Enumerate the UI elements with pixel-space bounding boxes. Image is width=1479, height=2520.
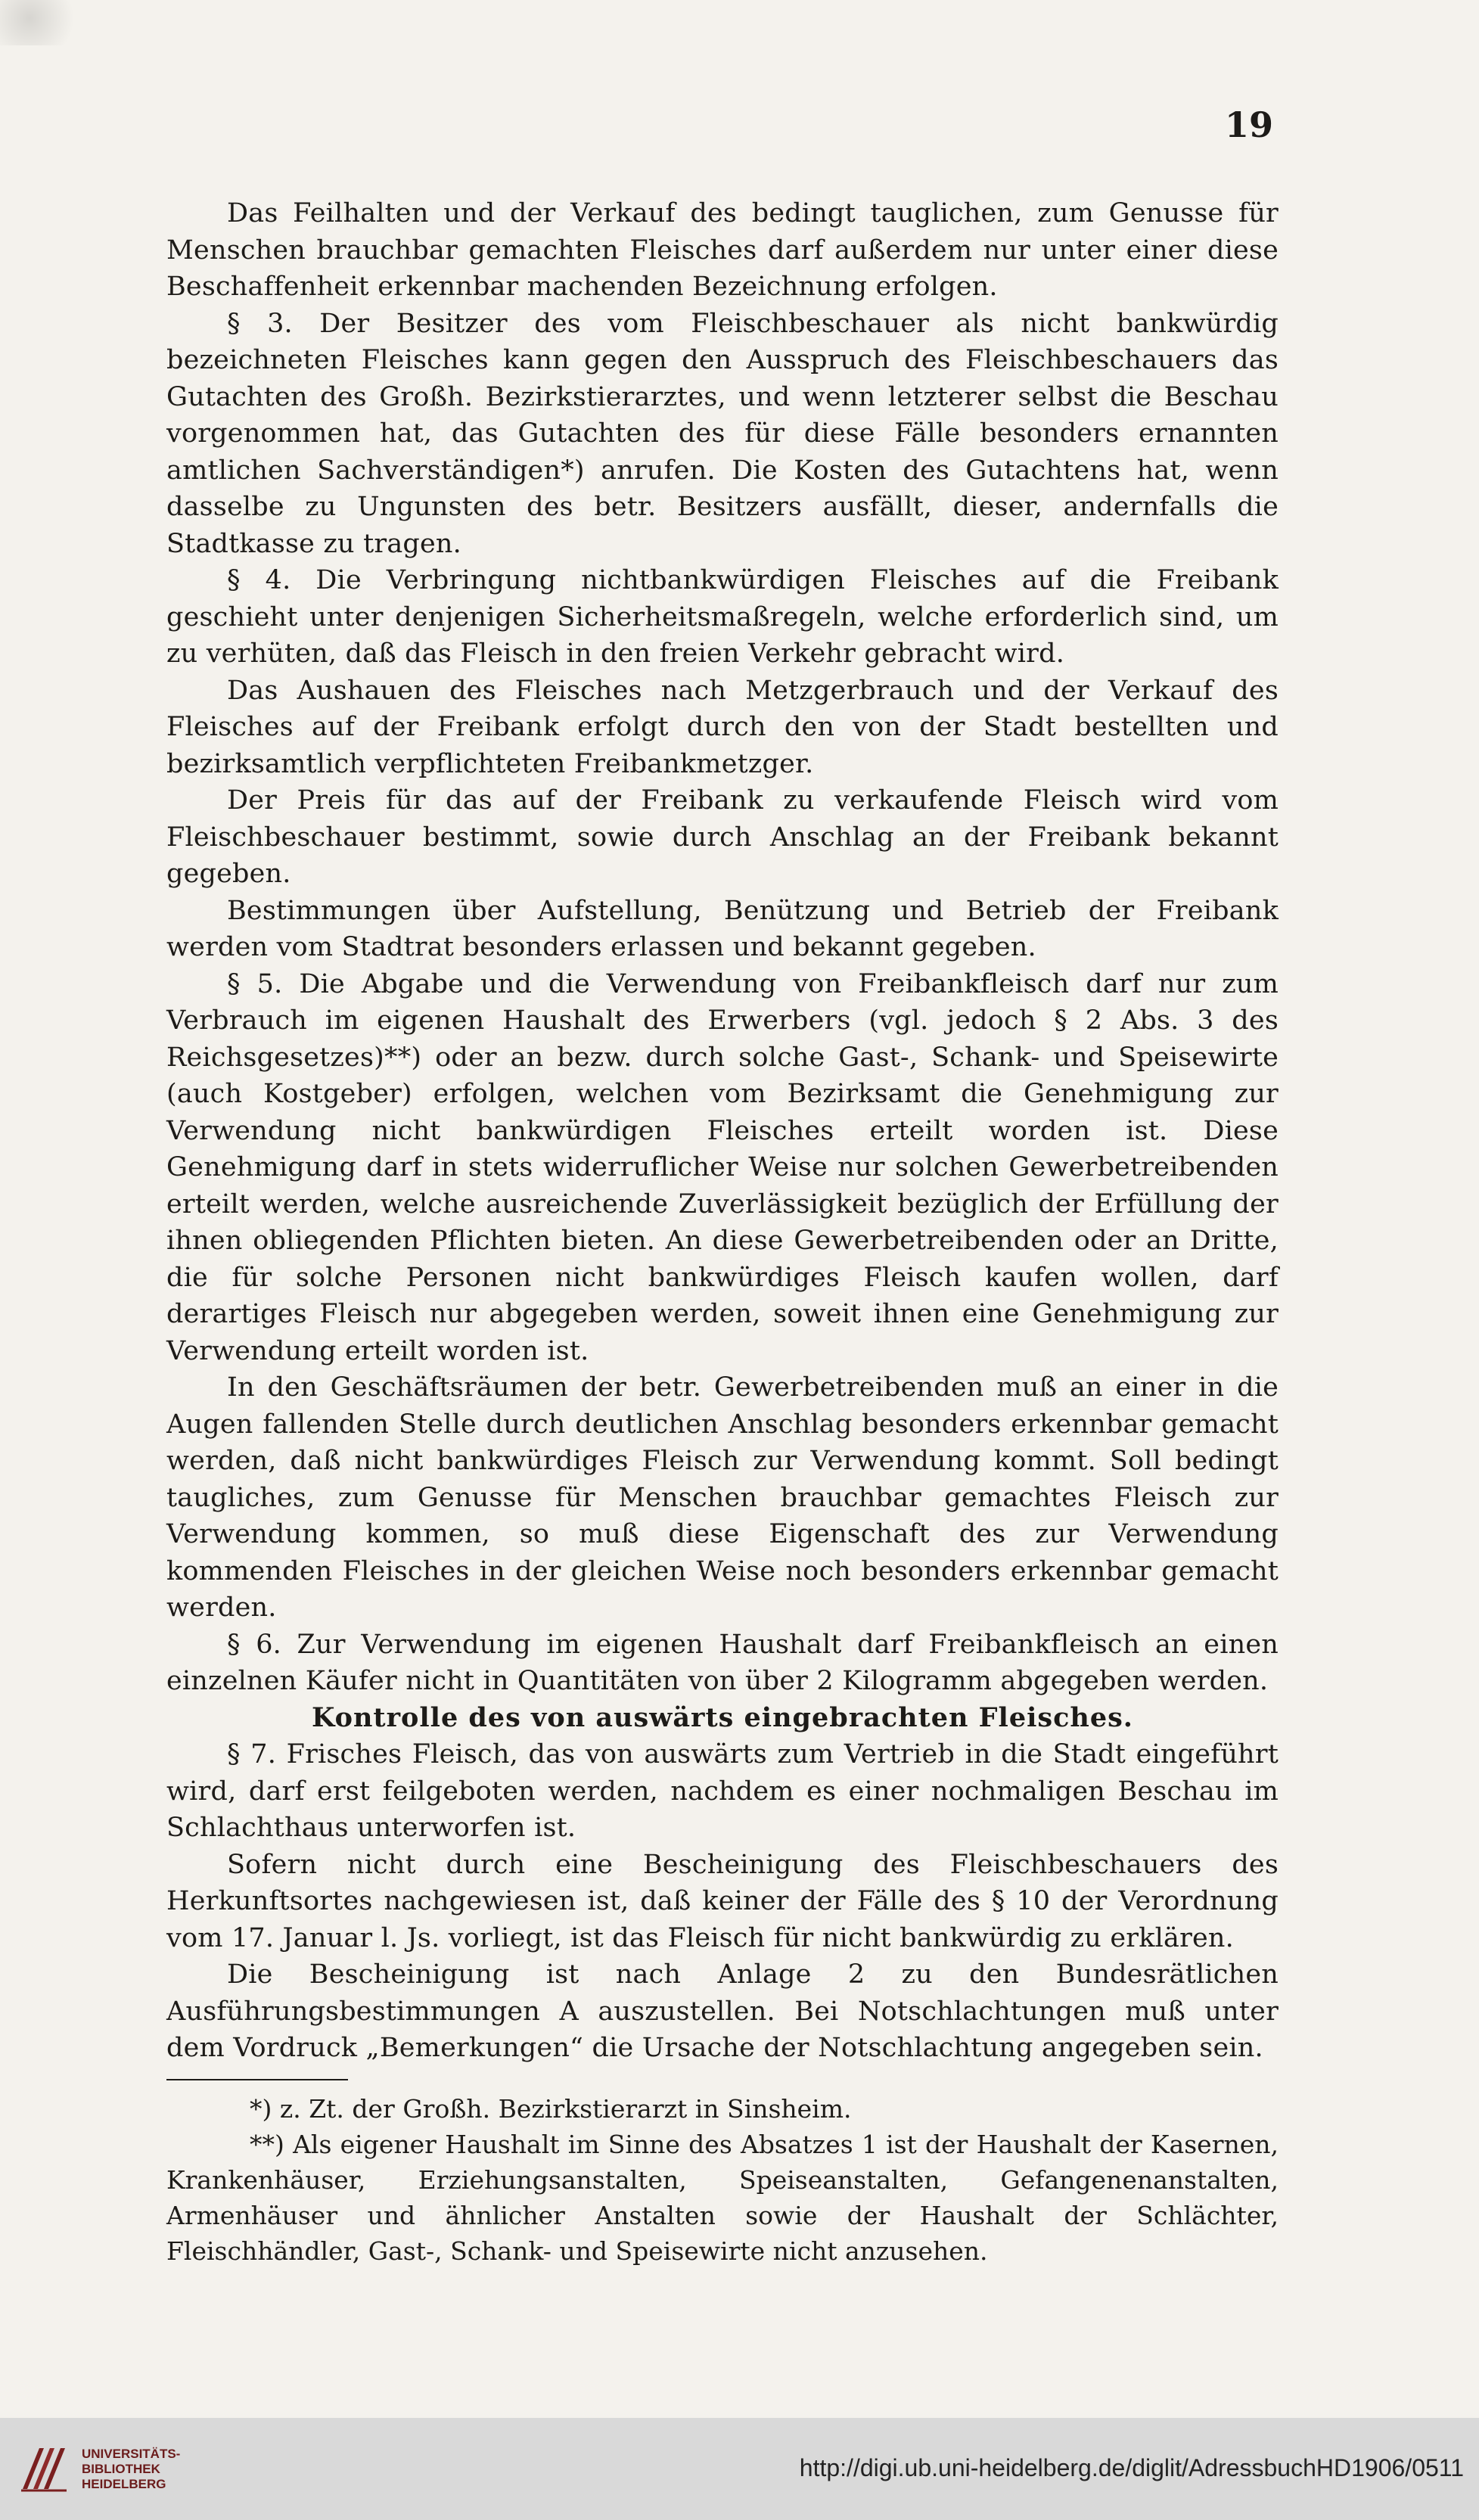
- library-name-line3: HEIDELBERG: [82, 2477, 166, 2491]
- section-heading: Kontrolle des von auswärts eingebrachten Fleisches.: [311, 1701, 1133, 1733]
- paragraph-section-5: § 5. Die Abgabe und die Verwendung von Freibankfleisch darf nur zum Verbrauch im eigenen Haushalt des Erwerbers (vgl. jedoch § 2 Abs. 3 des Reichsgesetzes)**) oder an bezw. durch solche Gast-, Schank- und Speisewirte (auch Kostgeber) erfolgen, welchen vom Bezirksamt die Genehmigung zur Verwendung nicht bankwürdigen Fleisches erteilt worden ist. Diese Genehmigung darf in stets widerruflicher Weise nur solchen Gewerbetreibenden erteilt werden, welche ausreichende Zuverlässigkeit bezüglich der Erfüllung der ihnen obliegenden Pflichten bieten. An diese Gewerbetreibenden oder an Dritte, die für solche Personen nicht bankwürdiges Fleisch kaufen wollen, darf derartiges Fleisch nur abgegeben werden, soweit ihnen eine Genehmigung zur Verwendung erteilt worden ist.: [166, 968, 1279, 1366]
- paragraph-feilhalten: Das Feilhalten und der Verkauf des bedingt tauglichen, zum Genusse für Menschen brauchbar gemachten Fleisches darf außerdem nur unter einer diese Beschaffenheit erkennbar machenden Bezeichnung erfolgen.: [166, 198, 1279, 302]
- footer-bar: [0, 2418, 1479, 2520]
- source-url-link[interactable]: http://digi.ub.uni-heidelberg.de/diglit/AdressbuchHD1906/0511: [799, 2454, 1464, 2481]
- scan-noise: [0, 0, 98, 45]
- footnote-1: *) z. Zt. der Großh. Bezirkstierarzt in Sinsheim.: [250, 2093, 852, 2124]
- paragraph-preis: Der Preis für das auf der Freibank zu verkaufende Fleisch wird vom Fleischbeschauer bestimmt, sowie durch Anschlag an der Freibank bekannt gegeben.: [166, 785, 1279, 889]
- paragraph-sofern: Sofern nicht durch eine Bescheinigung des Fleischbeschauers des Herkunftsortes nachgewiesen ist, daß keiner der Fälle des § 10 der Verordnung vom 17. Januar l. Js. vorliegt, ist das Fleisch für nicht bankwürdig zu erklären.: [166, 1849, 1279, 1953]
- library-name-line1: UNIVERSITÄTS-: [82, 2447, 181, 2461]
- library-name: [82, 2447, 180, 2492]
- paragraph-section-4: § 4. Die Verbringung nichtbankwürdigen Fleisches auf die Freibank geschieht unter denjenigen Sicherheitsmaßregeln, welche erforderlich sind, um zu verhüten, daß das Fleisch in den freien Verkehr gebracht wird.: [166, 565, 1279, 669]
- footnote-divider: [166, 2079, 348, 2080]
- paragraph-bescheinigung: Die Bescheinigung ist nach Anlage 2 zu den Bundesrätlichen Ausführungsbestimmungen A auszustellen. Bei Notschlachtungen muß unter dem Vordruck „Bemerkungen“ die Ursache der Notschlachtung angegeben sein.: [166, 1959, 1279, 2063]
- footnote-2: **) Als eigener Haushalt im Sinne des Absatzes 1 ist der Haushalt der Kasernen, Krankenhäuser, Erziehungsanstalten, Speiseanstalten, Gefangenenanstalten, Armenhäuser und ähnlicher Anstalten sowie der Haushalt der Schlächter, Fleischhändler, Gast-, Schank- und Speisewirte nicht anzusehen.: [166, 2129, 1279, 2266]
- paragraph-section-7: § 7. Frisches Fleisch, das von auswärts zum Vertrieb in die Stadt eingeführt wird, darf erst feilgeboten werden, nachdem es einer nochmaligen Beschau im Schlachthaus unterworfen ist.: [166, 1739, 1279, 1843]
- page-number: 19: [1224, 104, 1273, 145]
- paragraph-geschaeftsraeume: In den Geschäftsräumen der betr. Gewerbetreibenden muß an einer in die Augen fallenden Stelle durch deutlichen Anschlag besonders erkennbar gemacht werden, daß nicht bankwürdiges Fleisch zur Verwendung kommt. Soll bedingt taugliches, zum Genusse für Menschen brauchbar gemachtes Fleisch zur Verwendung kommen, so muß diese Eigenschaft des zur Verwendung kommenden Fleisches in der gleichen Weise noch besonders erkennbar gemacht werden.: [166, 1372, 1279, 1623]
- university-library-logo-icon: [17, 2442, 70, 2495]
- library-name-line2: BIBLIOTHEK: [82, 2462, 160, 2476]
- paragraph-section-6: § 6. Zur Verwendung im eigenen Haushalt darf Freibankfleisch an einen einzelnen Käufer nicht in Quantitäten von über 2 Kilogramm abgegeben werden.: [166, 1629, 1279, 1696]
- paragraph-section-3: § 3. Der Besitzer des vom Fleischbeschauer als nicht bankwürdig bezeichneten Fleisches kann gegen den Ausspruch des Fleischbeschauers das Gutachten des Großh. Bezirkstierarztes, und wenn letzterer selbst die Beschau vorgenommen hat, das Gutachten des für diese Fälle besonders ernannten amtlichen Sachverständigen*) anrufen. Die Kosten des Gutachtens hat, wenn dasselbe zu Ungunsten des betr. Besitzers ausfällt, dieser, andernfalls die Stadtkasse zu tragen.: [166, 308, 1279, 559]
- paragraph-bestimmungen: Bestimmungen über Aufstellung, Benützung und Betrieb der Freibank werden vom Stadtrat besonders erlassen und bekannt gegeben.: [166, 895, 1279, 962]
- paragraph-aushauen: Das Aushauen des Fleisches nach Metzgerbrauch und der Verkauf des Fleisches auf der Freibank erfolgt durch den von der Stadt bestellten und bezirksamtlich verpflichteten Freibankmetzger.: [166, 675, 1279, 779]
- body-text: [166, 195, 1279, 2269]
